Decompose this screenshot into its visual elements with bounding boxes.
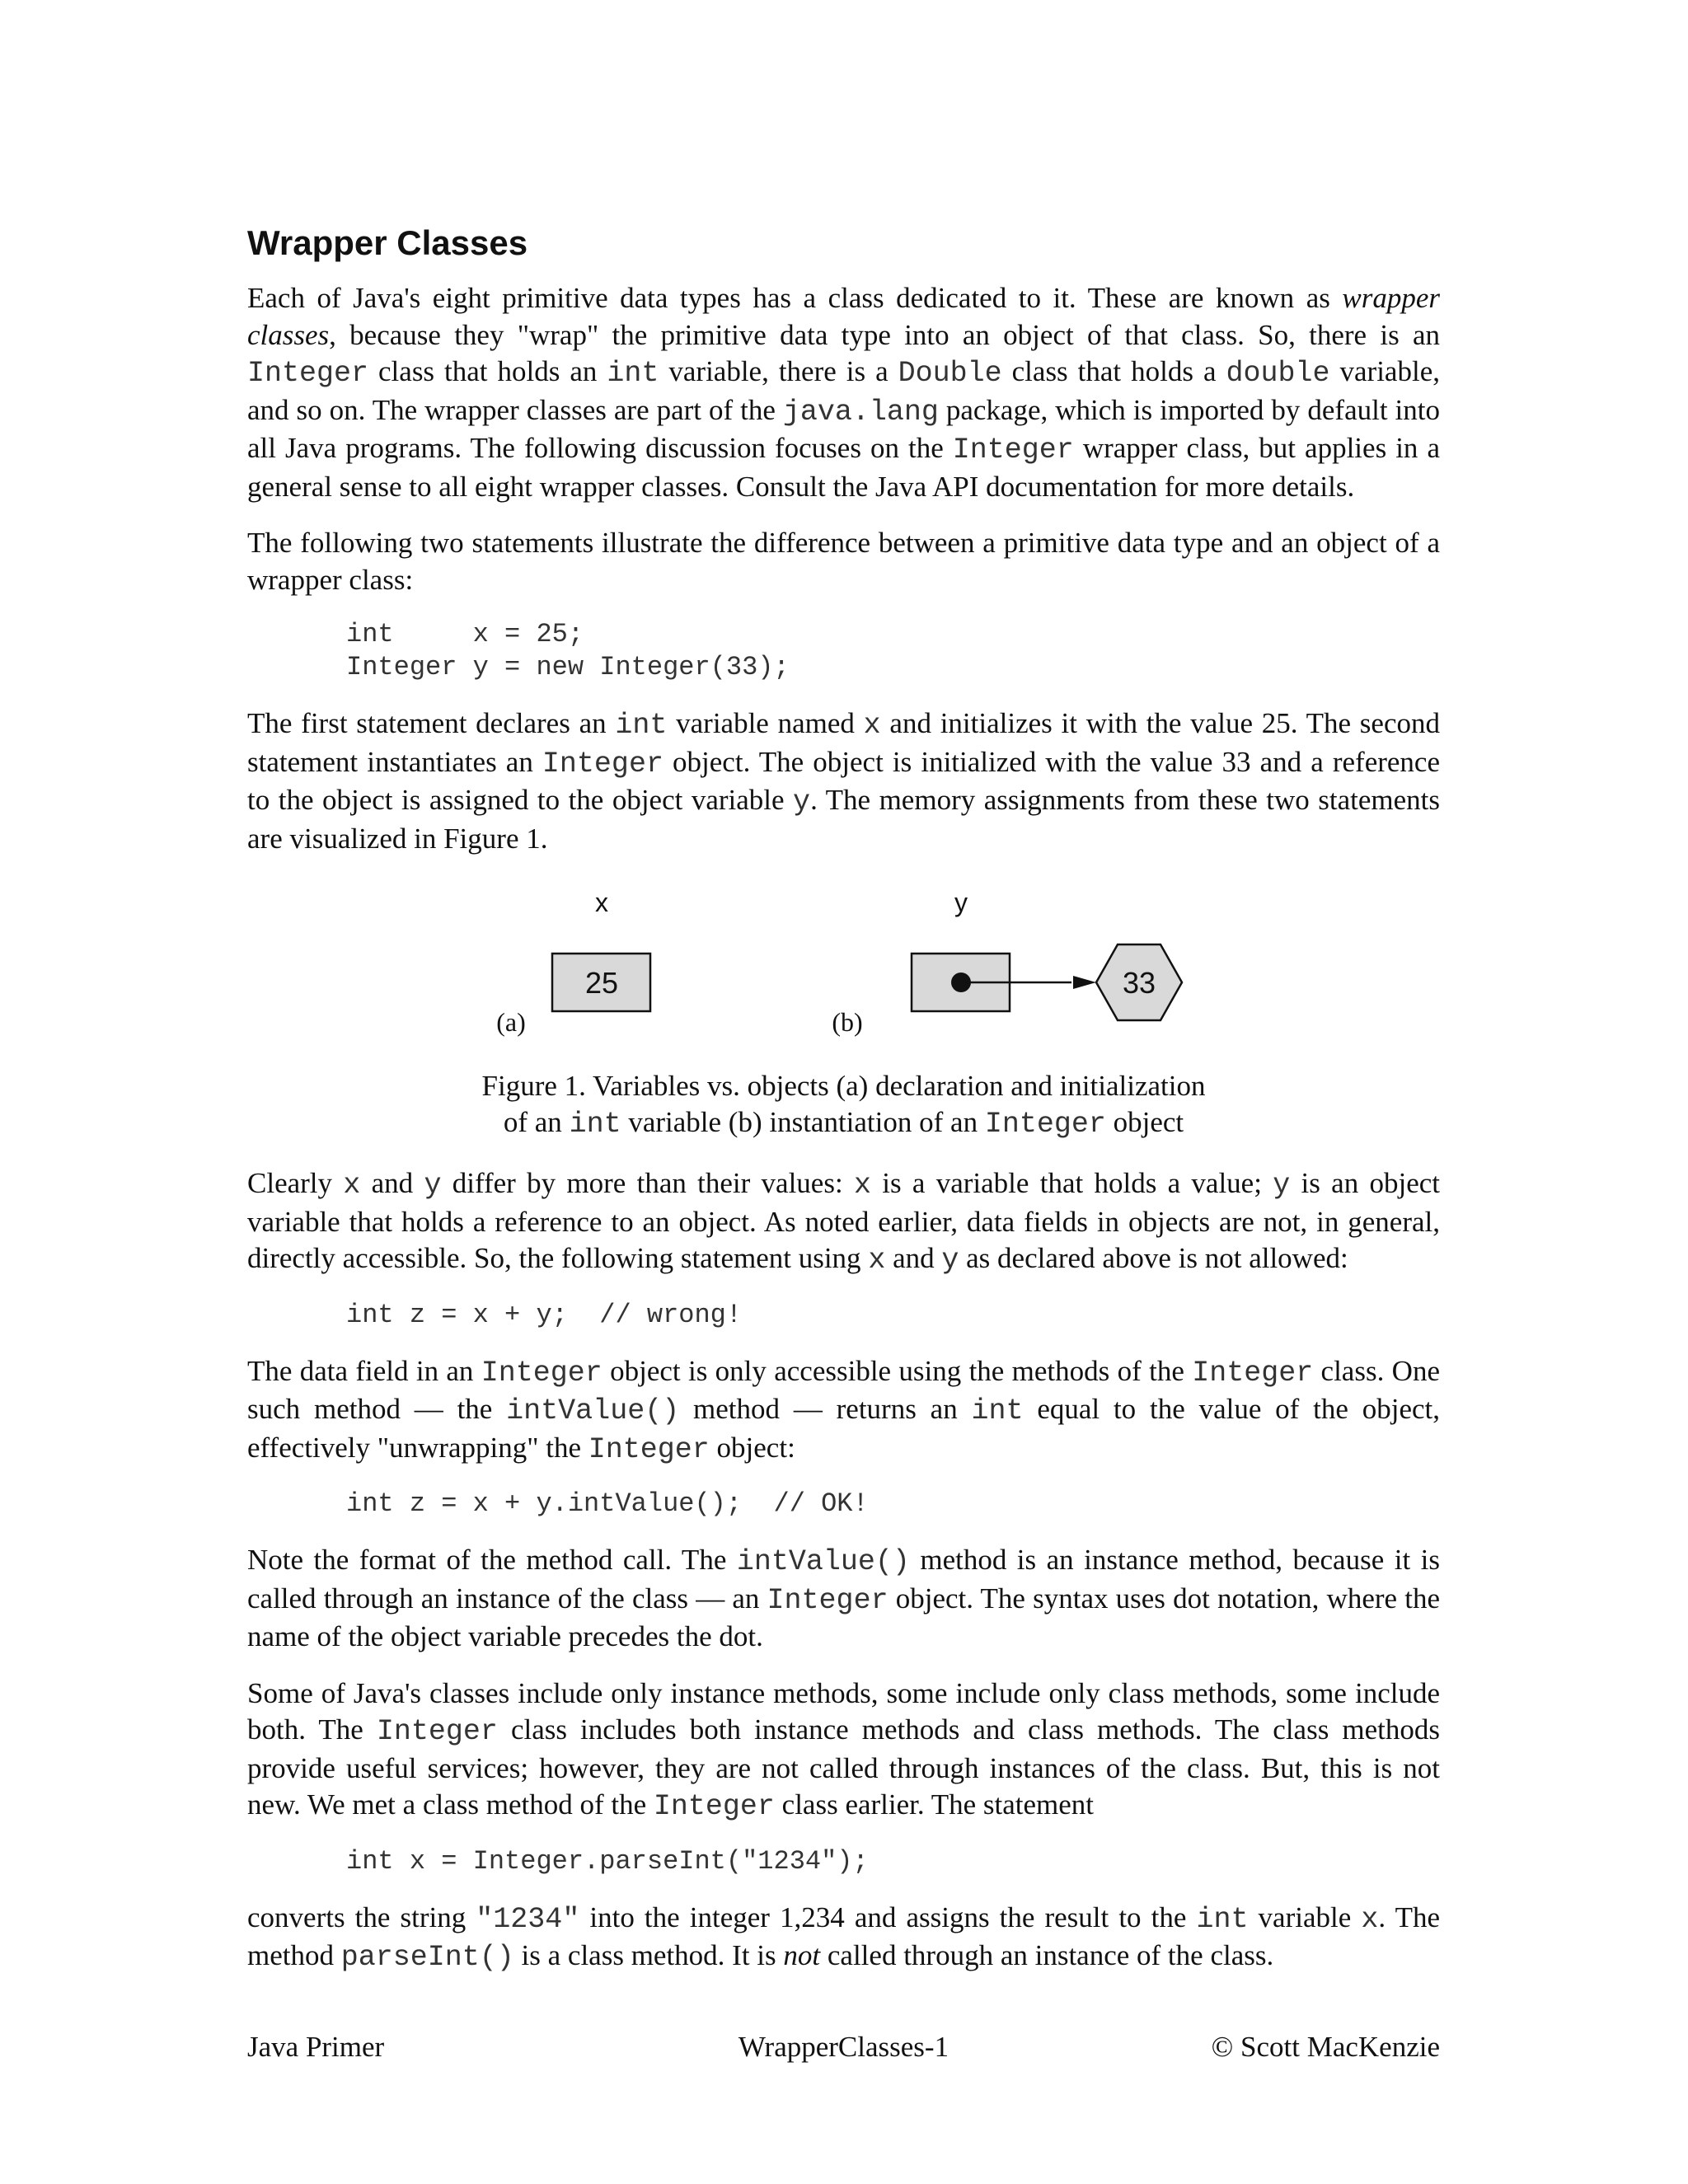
tag-a: (a) [496,1007,526,1038]
text: Clearly [247,1167,344,1200]
value-object: 33 [1122,966,1156,1001]
code-block-declarations: int x = 25; Integer y = new Integer(33); [346,619,790,683]
text: Each of Java's eight primitive data types has a class dedicated to it. These are known as [247,282,1343,315]
inline-code: int [615,709,668,743]
text: equal to the value of the object, effectively "unwrapping" the [247,1393,1440,1464]
inline-code: Integer [376,1715,498,1749]
footer-left: Java Primer [247,2031,385,2063]
inline-code: y [1273,1169,1291,1202]
emphasis-text: not [783,1939,821,1972]
inline-code: parseInt() [340,1941,514,1975]
text: method is an instance method, because it is called through an instance of the class — an [247,1544,1440,1615]
paragraph-intro [247,280,1440,505]
text: wrapper class, but applies in a general sense to all eight wrapper classes. Consult the Java API documentation for more details. [247,432,1440,503]
paragraph-converts [247,1900,1440,1976]
inline-code: "1234" [476,1902,580,1936]
text: variable, and so on. The wrapper classes are part of the [247,355,1440,426]
inline-code: Integer [247,357,369,391]
label-x: x [595,888,608,918]
caption-line-2 [247,1104,1440,1142]
inline-code: int [971,1394,1024,1428]
code-block-ok: int z = x + y.intValue(); // OK! [346,1488,869,1520]
paragraph-data-field [247,1353,1440,1469]
text: Note the format of the method call. The [247,1544,737,1577]
inline-code: x [343,1169,361,1202]
footer-right: © Scott MacKenzie [1211,2031,1440,2063]
inline-code: Integer [952,434,1074,467]
paragraph-method-call [247,1542,1440,1656]
text: variable, there is a [659,355,898,388]
emphasis-text: wrapper classes [247,282,1440,351]
text: class that holds an [368,355,607,388]
text: object is only accessible using the methods of the [602,1354,1193,1387]
text: class includes both instance methods and class methods. The class methods provide useful services; however, they are not called through instances of the class. But, this is not new. We met a class method of the [247,1713,1440,1821]
value-x: 25 [584,966,619,1001]
text: package, which is imported by default into all Java programs. The following discussion focuses on the [247,393,1440,465]
inline-code: y [424,1169,442,1202]
text: is a class method. It is [513,1939,784,1972]
inline-code: y [793,785,811,819]
text: class earlier. The statement [774,1788,1095,1821]
inline-code: int [607,357,659,391]
inline-code: x [853,1169,871,1202]
inline-code: x [1361,1902,1379,1936]
inline-code: x [863,709,881,743]
text: , because they "wrap" the primitive data type into an object of that class. So, there is an [329,318,1440,351]
inline-code: y [941,1244,959,1277]
text: converts the string [247,1900,476,1933]
text: and initializes it with the value 25. The second statement instantiates an [247,707,1440,778]
text: and [360,1167,424,1200]
text: Some of Java's classes include only instance methods, some include only class methods, some include both. The [247,1676,1440,1746]
text: The first statement declares an [247,707,616,740]
page-content [247,223,1440,1996]
text: variable (b) instantiation of an [621,1106,985,1139]
inline-code: java.lang [782,395,939,429]
text: differ by more than their values: [441,1167,854,1200]
inline-code: intValue() [736,1545,910,1579]
inline-code: Integer [588,1432,710,1466]
footer-center: WrapperClasses-1 [738,2031,950,2063]
text: object. The object is initialized with the value 33 and a reference to the object is assigned to the object variable [247,745,1440,817]
text: of an [503,1106,570,1139]
text: called through an instance of the class. [820,1939,1274,1972]
inline-code: Integer [481,1356,603,1390]
code-block-wrong: int z = x + y; // wrong! [346,1299,743,1330]
text: variable named [667,707,864,740]
inline-code: intValue() [506,1394,680,1428]
paragraph-statements [247,705,1440,857]
text: class that holds a [1001,355,1226,388]
page-title: Wrapper Classes [247,223,528,262]
text: variable [1248,1900,1362,1933]
paragraph-clearly [247,1165,1440,1279]
text: object. The syntax uses dot notation, where the name of the object variable precedes the dot. [247,1582,1440,1653]
inline-code: double [1226,357,1330,391]
text: object [1105,1106,1184,1139]
page-footer [247,2029,1440,2070]
inline-code: int [1196,1902,1249,1936]
text: is an object variable that holds a reference to an object. As noted earlier, data fields in objects are not, in general, directly accessible. So, the following statement using [247,1167,1440,1275]
text: The data field in an [247,1354,481,1387]
inline-code: x [868,1244,886,1277]
paragraph-difference: The following two statements illustrate the difference between a primitive data type and an object of a wrapper class: [247,527,1440,596]
text: . The memory assignments from these two statements are visualized in Figure 1. [247,784,1440,855]
inline-code: Integer [984,1108,1106,1141]
reference-arrowhead [1073,976,1096,989]
text: class. One such method — the [247,1354,1440,1426]
text: and [885,1242,942,1275]
inline-code: Double [898,357,1002,391]
label-y: y [954,888,968,918]
text: . The method [247,1900,1440,1972]
figure-diagram [247,877,1440,1068]
text: object: [709,1431,795,1464]
figure-1 [247,877,1440,1068]
text: method — returns an [679,1393,972,1426]
caption-line-1: Figure 1. Variables vs. objects (a) declaration and initialization [481,1070,1206,1103]
inline-code: Integer [653,1790,775,1824]
text: is a variable that holds a value; [871,1167,1273,1200]
text: into the integer 1,234 and assigns the result to the [579,1900,1197,1933]
figure-caption [247,1068,1440,1142]
text: as declared above is not allowed: [959,1242,1348,1275]
tag-b: (b) [832,1007,863,1038]
inline-code: int [569,1108,621,1141]
inline-code: Integer [1192,1356,1314,1390]
code-block-parseint: int x = Integer.parseInt("1234"); [346,1845,869,1877]
inline-code: Integer [767,1583,889,1617]
paragraph-class-methods [247,1675,1440,1825]
inline-code: Integer [542,747,663,780]
